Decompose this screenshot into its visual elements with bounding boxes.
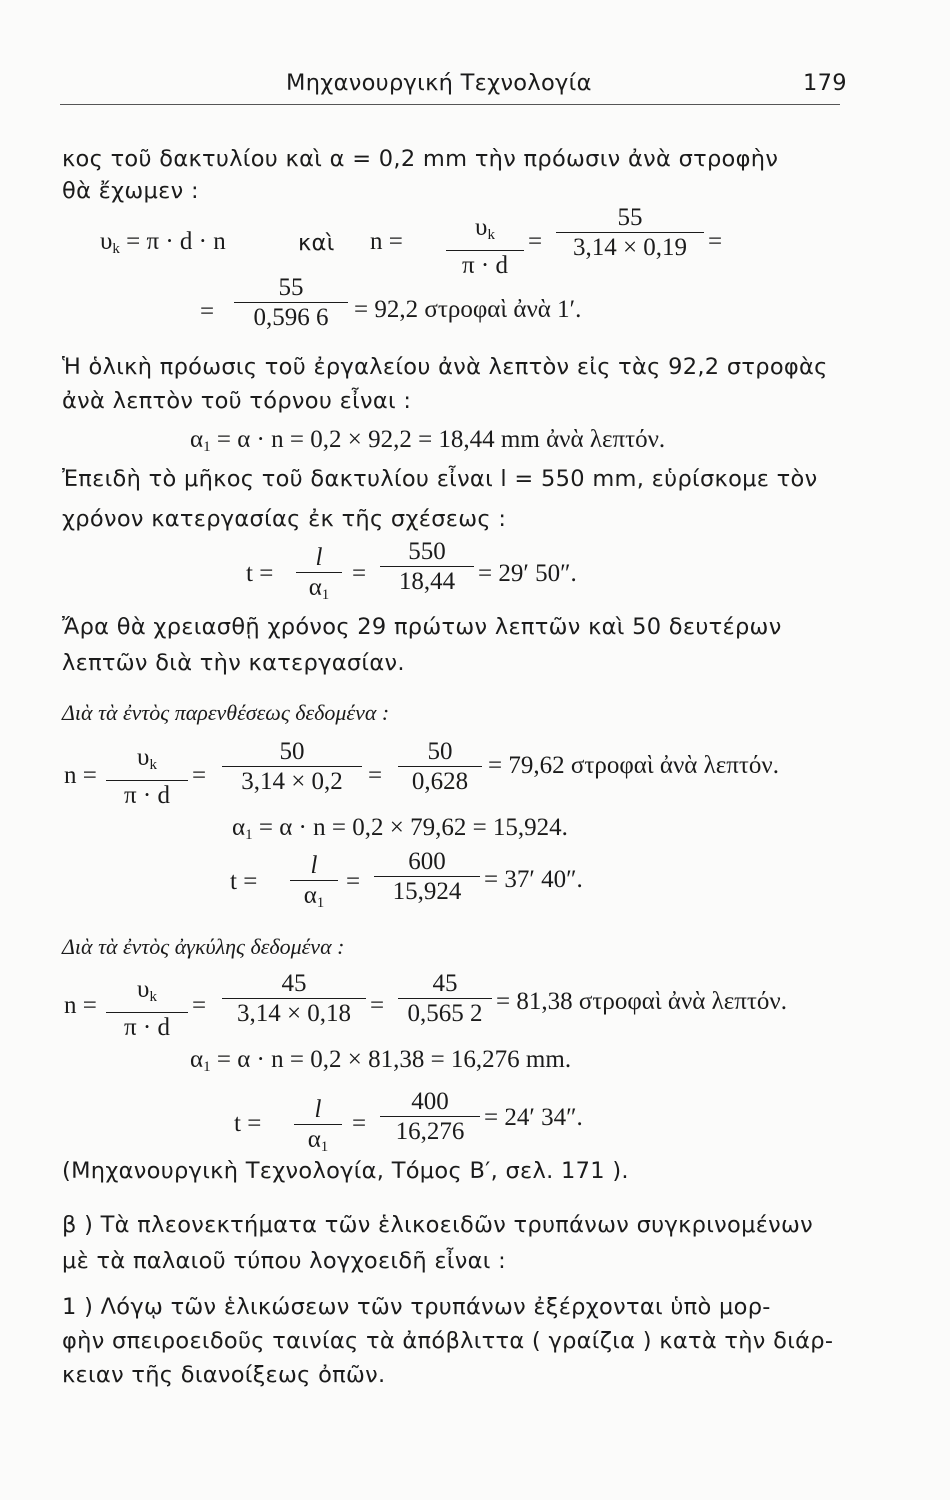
fraction: $\upsilon_k$ π · d [446, 214, 524, 279]
equation-a1: $\alpha_1 = \alpha \cdot n = 0,2 \times 81,38 = 16,276$ mm. [190, 1046, 572, 1075]
paragraph-line: Ἐπειδὴ τὸ μῆκος τοῦ δακτυλίου εἶναι l = 550 mm, εὑρίσκομε τὸν [62, 466, 818, 492]
paragraph-line: 1 ) Λόγῳ τῶν ἑλικώσεων τῶν τρυπάνων ἐξέρχονται ὑπὸ μορ- [62, 1294, 771, 1320]
equals-sign: = [352, 1110, 367, 1137]
section-heading: Διὰ τὰ ἐντὸς παρενθέσεως δεδομένα : [62, 700, 390, 725]
equals-sign: = [192, 762, 207, 789]
paragraph-line: θὰ ἔχωμεν : [62, 178, 199, 204]
equals-sign: = [368, 762, 383, 789]
equals-sign: = [370, 992, 385, 1019]
fraction: 55 0,596 6 [234, 274, 348, 331]
equals-sign: = [346, 868, 361, 895]
paragraph-line: κος τοῦ δακτυλίου καὶ α = 0,2 mm τὴν πρόωσιν ἀνὰ στροφὴν [62, 146, 779, 172]
fraction: 55 3,14 × 0,19 [556, 204, 704, 261]
equation-lhs: t = [230, 868, 258, 895]
equation-result: = 24′ 34″. [484, 1104, 583, 1131]
equation-lhs: n = [370, 228, 403, 255]
paragraph-line: Ἄρα θὰ χρειασθῇ χρόνος 29 πρώτων λεπτῶν καὶ 50 δευτέρων [62, 614, 782, 640]
equals-sign: = [192, 992, 207, 1019]
fraction: 400 16,276 [380, 1088, 480, 1145]
page-number: 179 [803, 70, 847, 96]
fraction: 45 3,14 × 0,18 [222, 970, 366, 1027]
paragraph-line: Ἡ ὁλικὴ πρόωσις τοῦ ἐργαλείου ἀνὰ λεπτὸν εἰς τὰς 92,2 στροφὰς [62, 354, 828, 380]
running-header-title: Μηχανουργική Τεχνολογία [286, 70, 592, 96]
equation-result: = 81,38 στροφαὶ ἀνὰ λεπτόν. [496, 988, 787, 1015]
equation-lhs: t = [234, 1110, 262, 1137]
equation-lhs: n = [64, 992, 97, 1019]
equation-lhs: t = [246, 560, 274, 587]
equals-sign: = [352, 560, 367, 587]
equation-text: καὶ [298, 230, 335, 256]
fraction: l $\alpha_1$ [296, 544, 342, 609]
equation-vk: $\upsilon_k = \pi \cdot d \cdot n$ [100, 228, 226, 257]
fraction: 600 15,924 [374, 848, 480, 905]
paragraph-line: φὴν σπειροειδοῦς ταινίας τὰ ἀπόβλιττα ( γραίζια ) κατὰ τὴν διάρ- [62, 1328, 834, 1354]
equation-result: = 37′ 40″. [484, 866, 583, 893]
section-heading: Διὰ τὰ ἐντὸς ἀγκύλης δεδομένα : [62, 934, 345, 959]
paragraph-line: λεπτῶν διὰ τὴν κατεργασίαν. [62, 650, 405, 676]
equals-sign: = [708, 228, 723, 255]
equals-sign: = [200, 298, 215, 325]
fraction: 550 18,44 [380, 538, 474, 595]
header-rule [60, 104, 840, 105]
fraction: $\upsilon_k$ π · d [106, 744, 188, 809]
paragraph-line: χρόνον κατεργασίας ἐκ τῆς σχέσεως : [62, 506, 507, 532]
paragraph-line: μὲ τὰ παλαιοῦ τύπου λογχοειδῆ εἶναι : [62, 1248, 507, 1274]
equation-lhs: n = [64, 762, 97, 789]
equation-result: = 92,2 στροφαὶ ἀνὰ 1′. [354, 296, 582, 323]
equation-result: = 29′ 50″. [478, 560, 577, 587]
equation-result: = 79,62 στροφαὶ ἀνὰ λεπτόν. [488, 752, 779, 779]
reference-note: (Μηχανουργικὴ Τεχνολογία, Τόμος Β′, σελ. 171 ). [62, 1158, 629, 1184]
fraction: 45 0,565 2 [398, 970, 492, 1027]
equals-sign: = [528, 228, 543, 255]
fraction: 50 0,628 [398, 738, 482, 795]
equation-a1: $\alpha_1 = \alpha \cdot n = 0,2 \times 79,62 = 15,924$. [232, 814, 568, 843]
fraction: l $\alpha_1$ [290, 852, 338, 917]
equation-a1: $\alpha_1 = \alpha \cdot n = 0,2 \times 92,2 = 18,44$ mm ἀνὰ λεπτόν. [190, 426, 666, 455]
paragraph-line: κειαν τῆς διανοίξεως ὀπῶν. [62, 1362, 386, 1388]
paragraph-line: β ) Τὰ πλεονεκτήματα τῶν ἑλικοειδῶν τρυπάνων συγκρινομένων [62, 1212, 814, 1238]
fraction: $\upsilon_k$ π · d [106, 976, 188, 1041]
fraction: 50 3,14 × 0,2 [222, 738, 362, 795]
paragraph-line: ἀνὰ λεπτὸν τοῦ τόρνου εἶναι : [62, 388, 412, 414]
fraction: l $\alpha_1$ [294, 1096, 342, 1161]
